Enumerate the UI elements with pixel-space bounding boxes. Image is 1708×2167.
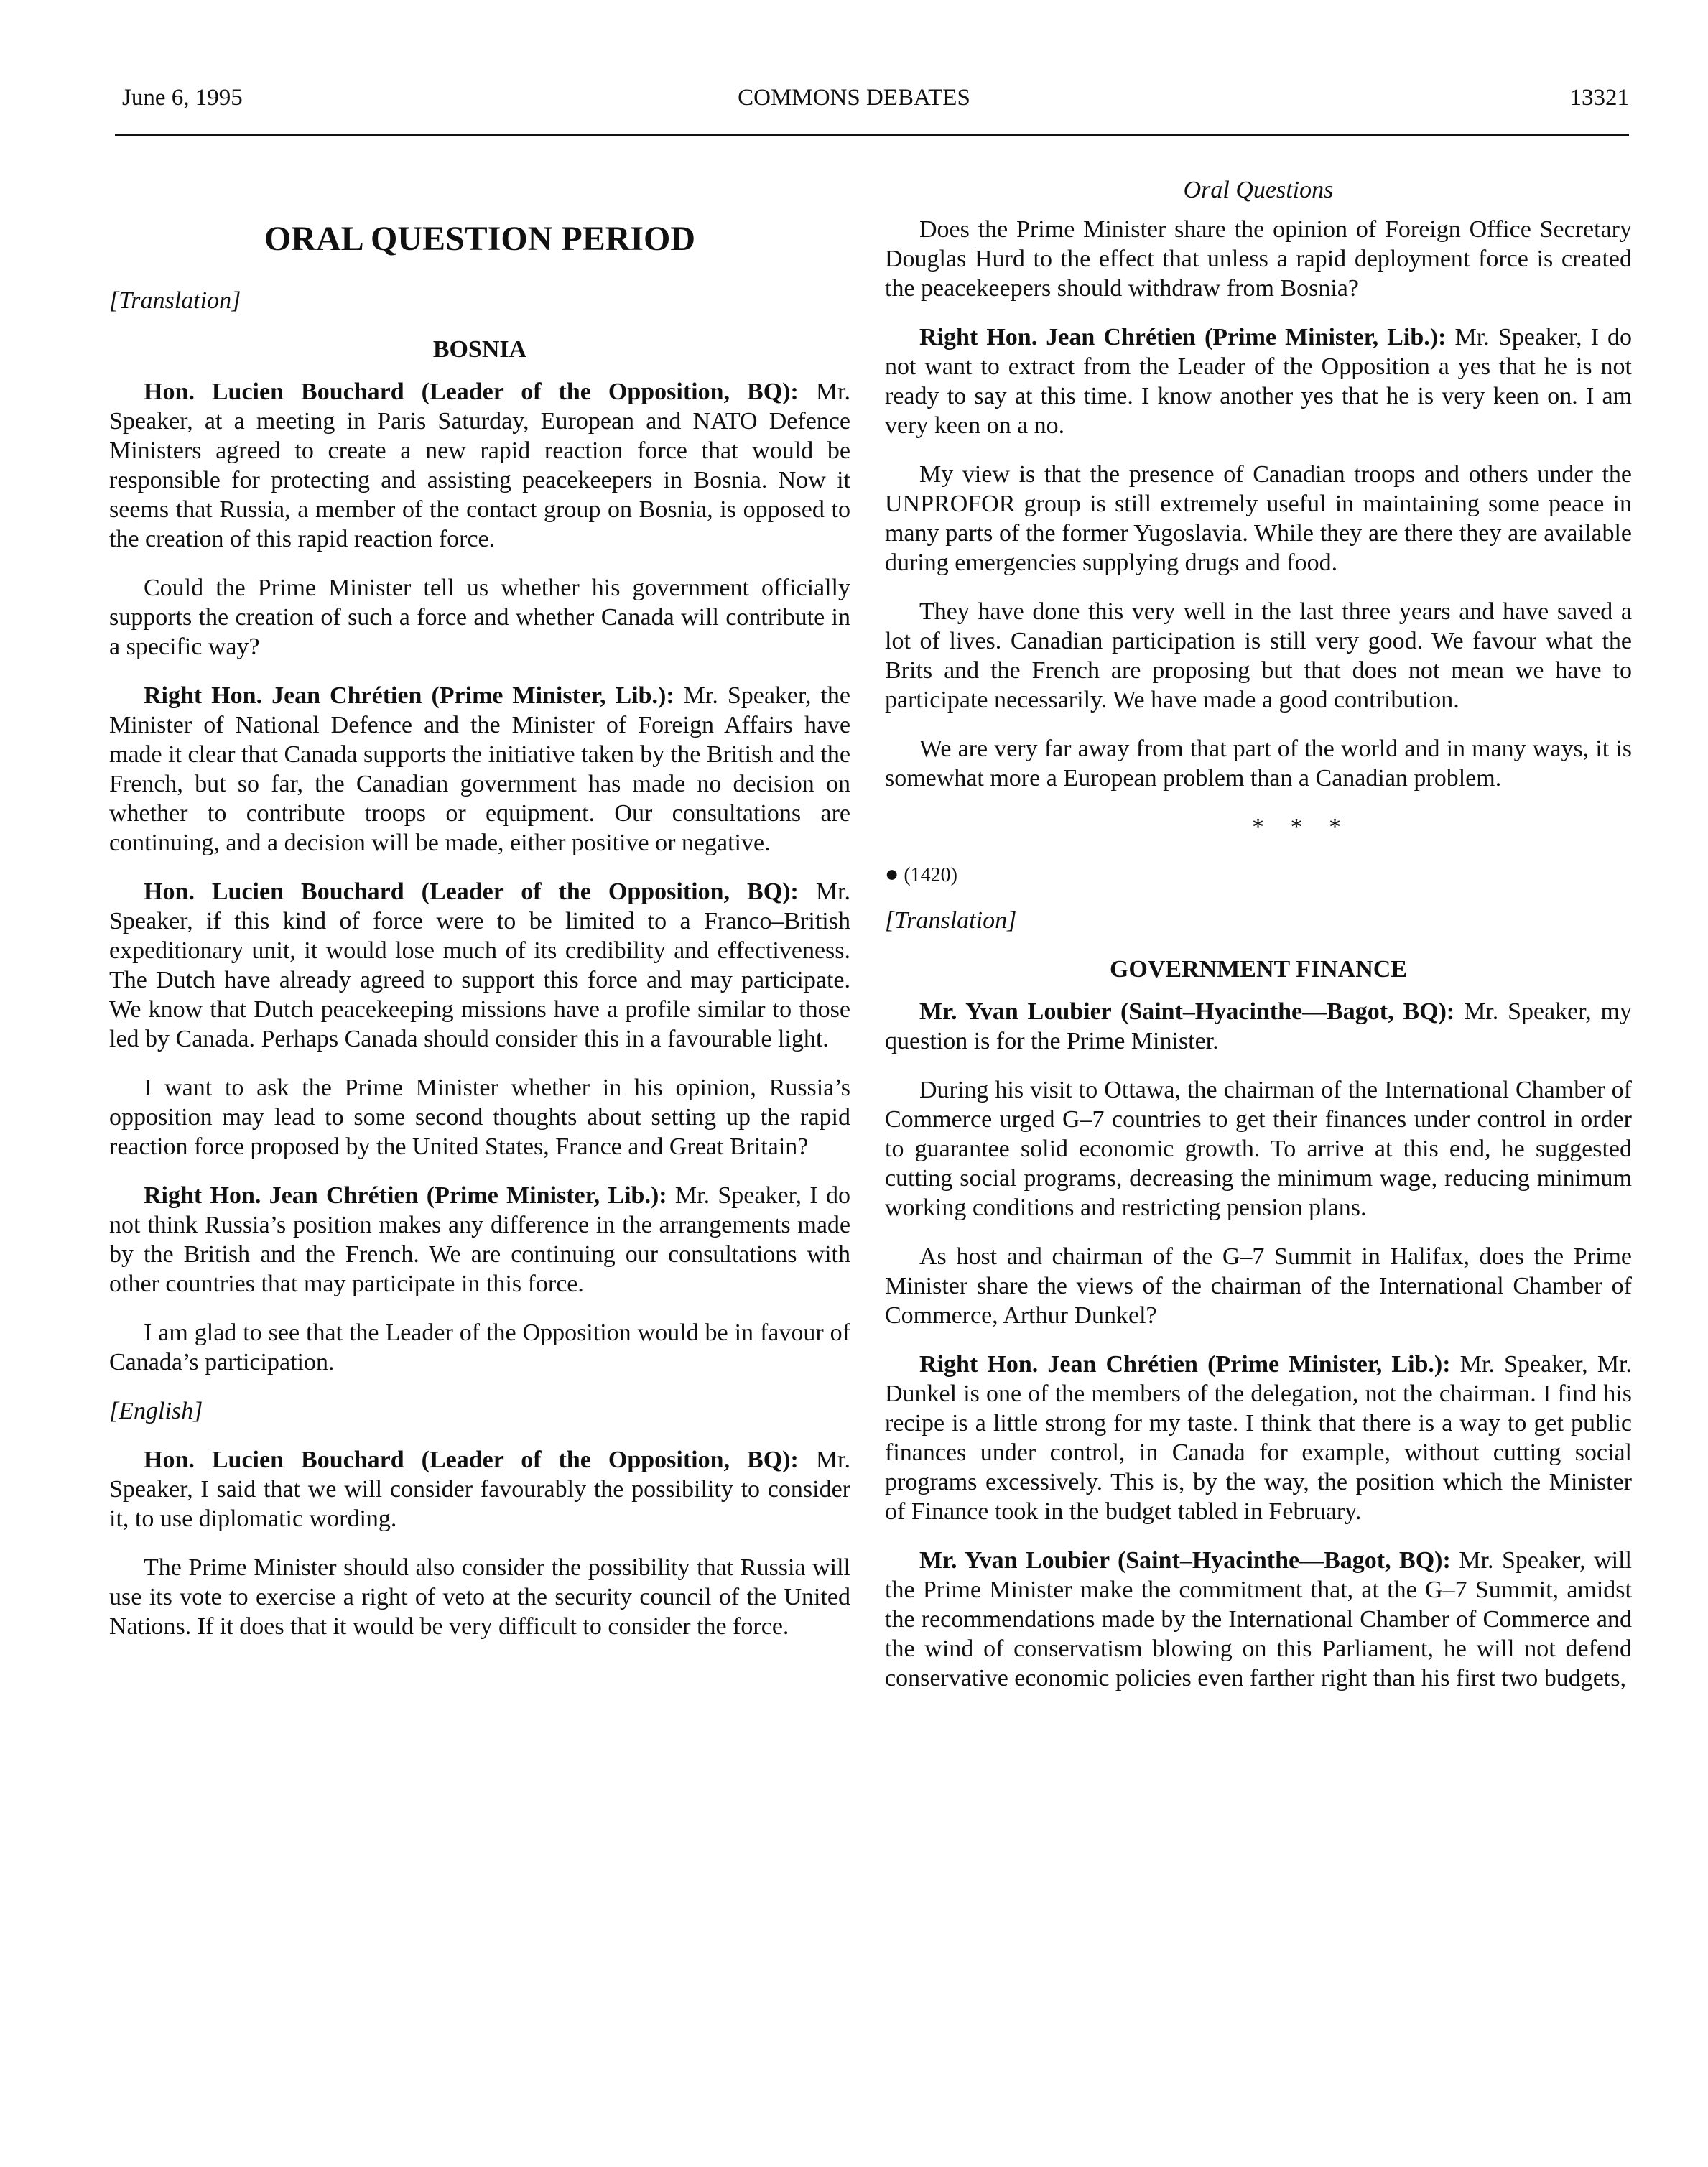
speaker-name: Mr. Yvan Loubier (Saint–Hyacinthe—Bagot, BQ):: [919, 998, 1455, 1025]
paragraph: [109, 681, 850, 858]
right-column: [885, 162, 1632, 1712]
paragraph: [885, 323, 1632, 440]
translation-tag: [Translation]: [109, 287, 241, 314]
speaker-name: Right Hon. Jean Chrétien (Prime Minister, Lib.):: [919, 1351, 1451, 1378]
speech-text: Mr. Speaker, will the Prime Minister make the commitment that, at the G–7 Summit, amidst the recommendations made by the International Chamber of Commerce and the wind of conservatism blowing on this Parliament, he will not defend conservative economic policies even farther right than his first two budgets,: [885, 1547, 1632, 1692]
paragraph: Could the Prime Minister tell us whether his government officially supports the creation of such a force and whether Canada will contribute in a specific way?: [109, 575, 850, 660]
paragraph: As host and chairman of the G–7 Summit in Halifax, does the Prime Minister share the views of the chairman of the International Chamber of Commerce, Arthur Dunkel?: [885, 1243, 1632, 1329]
bullet-icon: ●: [885, 860, 899, 886]
timestamp: [885, 859, 1632, 890]
english-tag: [English]: [109, 1398, 203, 1424]
speaker-name: Right Hon. Jean Chrétien (Prime Minister, Lib.):: [144, 1182, 667, 1209]
speech-text: Mr. Speaker, my question is for the Prime Minister.: [885, 998, 1632, 1054]
speaker-name: Hon. Lucien Bouchard (Leader of the Opposition, BQ):: [144, 878, 799, 905]
running-head: Oral Questions: [1183, 177, 1334, 203]
header-title: COMMONS DEBATES: [738, 85, 970, 111]
speech-text: Mr. Speaker, the Minister of National Defence and the Minister of Foreign Affairs have made it clear that Canada supports the initiative taken by the British and the French, but so far, the Canadian government has made no decision on whether to contribute troops or equipment. Our consultations are continuing, and a decision will be made, either positive or negative.: [109, 682, 851, 856]
translation-tag: [Translation]: [885, 907, 1017, 934]
speaker-name: Hon. Lucien Bouchard (Leader of the Opposition, BQ):: [144, 1447, 799, 1473]
speaker-name: Mr. Yvan Loubier (Saint–Hyacinthe—Bagot, BQ):: [919, 1547, 1451, 1574]
paragraph: [109, 377, 850, 554]
paragraph: They have done this very well in the last three years and have saved a lot of lives. Canadian participation is still very good. We favour what the Brits and the French are proposing but that does not mean we have to participate necessarily. We have made a good contribution.: [885, 598, 1632, 713]
topic-heading-government-finance: GOVERNMENT FINANCE: [1109, 956, 1407, 983]
speech-text: Mr. Speaker, I said that we will consider favourably the possibility to consider it, to use diplomatic wording.: [109, 1447, 851, 1532]
left-column: [109, 162, 850, 1661]
topic-heading-bosnia: BOSNIA: [432, 336, 527, 363]
speech-text: Mr. Speaker, Mr. Dunkel is one of the members of the delegation, not the chairman. I find his recipe is a little strong for my taste. I think that there is a way to get public finances under control, in Canada for example, without cutting social programs excessively. This is, by the way, the position which the Minister of Finance took in the budget tabled in February.: [885, 1351, 1632, 1525]
speaker-name: Hon. Lucien Bouchard (Leader of the Opposition, BQ):: [144, 379, 799, 405]
header-rule: [115, 134, 1629, 136]
paragraph: [109, 1181, 850, 1299]
paragraph: [885, 997, 1632, 1056]
timestamp-text: (1420): [904, 864, 957, 886]
paragraph: [109, 1445, 850, 1533]
paragraph: [885, 1546, 1632, 1693]
speaker-name: Right Hon. Jean Chrétien (Prime Minister, Lib.):: [919, 324, 1447, 351]
paragraph: During his visit to Ottawa, the chairman of the International Chamber of Commerce urged G–7 countries to get their finances under control in order to guarantee solid economic growth. To arrive at this end, he suggested cutting social programs, decreasing the minimum wage, reducing minimum working conditions and restricting pension plans.: [885, 1077, 1632, 1221]
section-title: ORAL QUESTION PERIOD: [264, 220, 696, 258]
paragraph: I am glad to see that the Leader of the Opposition would be in favour of Canada’s participation.: [109, 1319, 850, 1375]
header-date: June 6, 1995: [122, 85, 243, 111]
speech-text: Mr. Speaker, at a meeting in Paris Saturday, European and NATO Defence Ministers agreed to create a new rapid reaction force that would be responsible for protecting and assisting peacekeepers in Bosnia. Now it seems that Russia, a member of the contact group on Bosnia, is opposed to the creation of this rapid reaction force.: [109, 379, 851, 552]
speech-text: Mr. Speaker, if this kind of force were to be limited to a Franco–British expeditionary unit, it would lose much of its credibility and effectiveness. The Dutch have already agreed to support this force and may participate. We know that Dutch peacekeeping missions have a profile similar to those led by Canada. Perhaps Canada should consider this in a favourable light.: [109, 878, 851, 1052]
paragraph: We are very far away from that part of the world and in many ways, it is somewhat more a European problem than a Canadian problem.: [885, 736, 1632, 792]
paragraph: My view is that the presence of Canadian troops and others under the UNPROFOR group is still extremely useful in maintaining some peace in many parts of the former Yugoslavia. While they are there they are available during emergencies supplying drugs and food.: [885, 461, 1632, 576]
speech-text: Mr. Speaker, I do not want to extract from the Leader of the Opposition a yes that he is not ready to say at this time. I know another yes that he is very keen on. I am very keen on a no.: [885, 324, 1633, 439]
paragraph: I want to ask the Prime Minister whether in his opinion, Russia’s opposition may lead to some second thoughts about setting up the rapid reaction force proposed by the United States, France and Great Britain?: [109, 1075, 850, 1160]
header-page-number: 13321: [1569, 85, 1629, 111]
speaker-name: Right Hon. Jean Chrétien (Prime Minister, Lib.):: [144, 682, 674, 709]
speech-text: Mr. Speaker, I do not think Russia’s position makes any difference in the arrangements made by the British and the French. We are continuing our consultations with other countries that may participate in this force.: [109, 1182, 850, 1297]
section-separator: * * *: [1252, 814, 1351, 840]
paragraph: [109, 877, 850, 1054]
paragraph: Does the Prime Minister share the opinion of Foreign Office Secretary Douglas Hurd to the effect that unless a rapid deployment force is created the peacekeepers should withdraw from Bosnia?: [885, 216, 1632, 302]
paragraph: The Prime Minister should also consider the possibility that Russia will use its vote to exercise a right of veto at the security council of the United Nations. If it does that it would be very difficult to consider the force.: [109, 1554, 850, 1640]
paragraph: [885, 1350, 1632, 1526]
